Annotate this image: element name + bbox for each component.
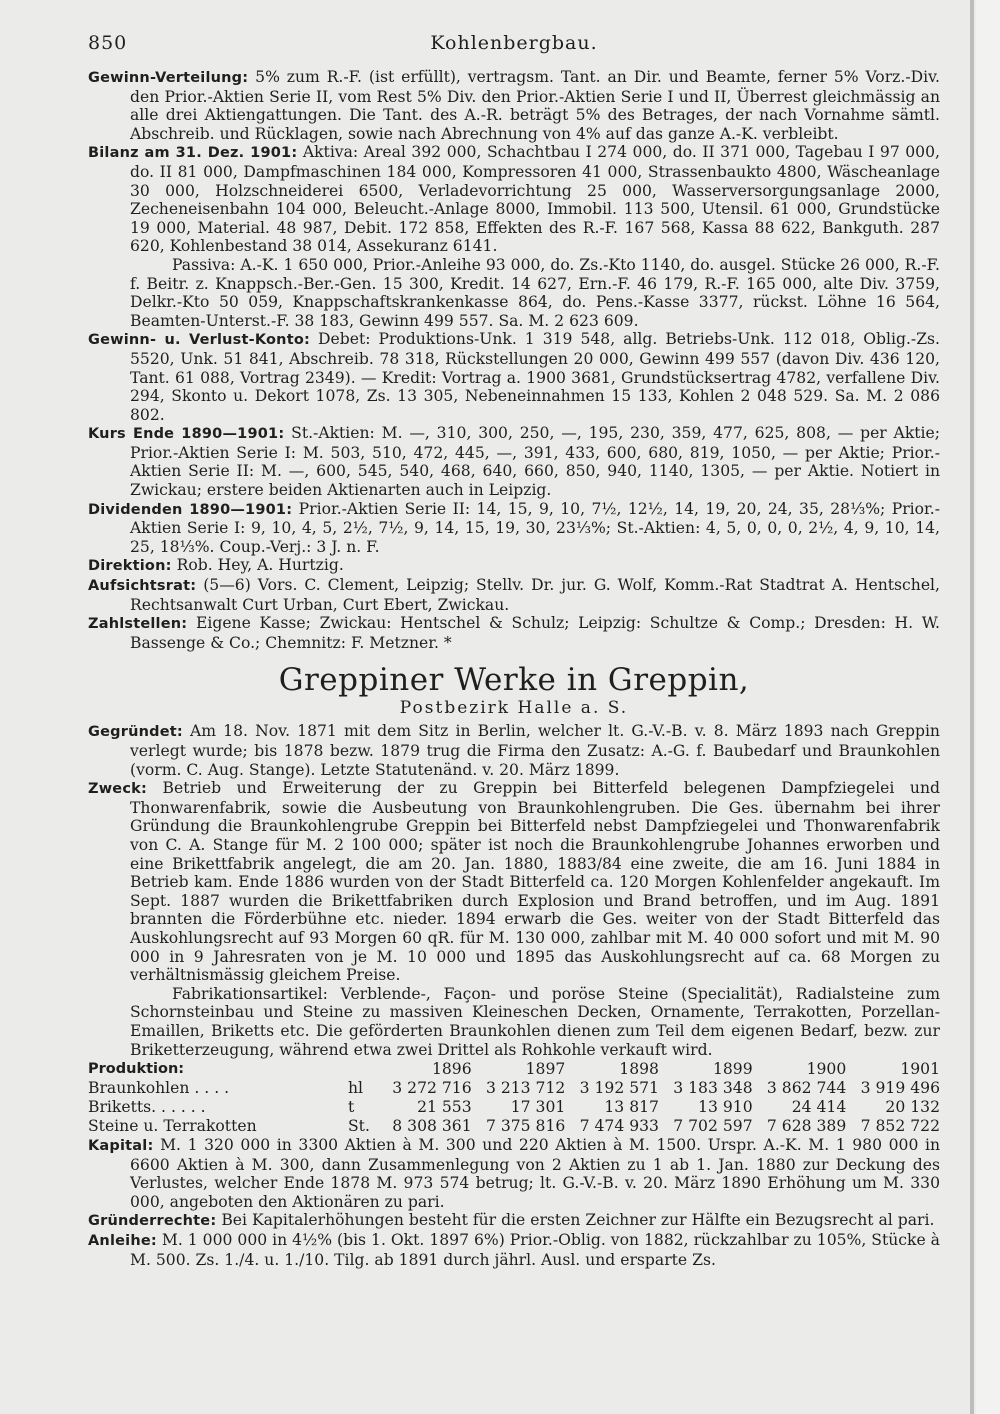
table-cell: 3 272 716 [392,1079,472,1098]
page-edge-line [970,0,974,1414]
table-cell: 7 474 933 [579,1117,659,1136]
table-cell [348,1059,378,1079]
entry-label: Kapital: [88,1138,154,1155]
entry-gewinn-verteilung [88,68,940,143]
table-cell: 13 910 [698,1098,753,1117]
table-cell: 24 414 [791,1098,847,1117]
year-header: 1896 [431,1059,472,1078]
entry-zweck [88,779,940,985]
entry-text: Prior.-Aktien Serie II: 14, 15, 9, 10, 7½, 12½, 14, 19, 20, 24, 35, 28⅓%; Prior.-Aktien Serie I: 9, 10, 4, 5, 2½, 7½, 9, 14, 15, 19, 30, 23⅓%; St.-Aktien: 4, 5, 0, 0, 0, 2½, 4, 9, 10, 14, 25, 18⅓%. Coup.-Verj.: 3 J. n. F. [130,499,940,556]
entry-text: Betrieb und Erweiterung der zu Greppin bei Bitterfeld belegenen Dampfziegelei und Thonwarenfabrik, sowie die Ausbeutung von Braunkohlengruben. Die Ges. übernahm bei ihrer Gründung die Braunkohlengrube Greppin bei Bitterfeld nebst Dampfziegelei und Thonwarenfabrik von C. A. Stange für M. 2 100 000; später ist noch die Braunkohlengrube Johannes erworben und eine Brikettfabrik angelegt, die am 20. Jan. 1880, 1883/84 eine zweite, die am 16. Juni 1884 in Betrieb kam. Ende 1886 wurden von der Stadt Bitterfeld ca. 120 Morgen Kohlenfelder angekauft. Im Sept. 1887 wurden die Brikettfabriken durch Explosion und Brand betroffen, und im Aug. 1891 brannten die Förderbühne etc. nieder. 1894 erwarb die Ges. weiter von der Stadt Bitterfeld das Auskohlungsrecht auf 93 Morgen 60 qR. für M. 130 000, zahlbar mit M. 40 000 sofort und mit M. 90 000 in 9 Jahresraten von je M. 10 000 und 1895 das Auskohlungsrecht auf ca. 68 Morgen zu verhältnismässig gleichem Preise. [130,779,940,985]
entry-text: (5—6) Vors. C. Clement, Leipzig; Stellv. Dr. jur. G. Wolf, Komm.-Rat Stadtrat A. Hentschel, Rechtsanwalt Curt Urban, Curt Ebert, Zwickau. [130,576,940,614]
entry-label: Zahlstellen: [88,616,188,633]
entry-text: M. 1 000 000 in 4½% (bis 1. Okt. 1897 6%) Prior.-Oblig. von 1882, rückzahlbar zu 105%, Stücke à M. 500. Zs. 1./4. u. 1./10. Tilg. ab 1891 durch jährl. Ausl. und ersparte Zs. [130,1231,940,1269]
page-content [88,68,940,1269]
row-unit: St. [348,1117,370,1136]
entry-gruenderrechte [88,1211,940,1231]
table-row [88,1059,940,1079]
entry-dividenden [88,500,940,557]
bilanz-passiva: Passiva: A.-K. 1 650 000, Prior.-Anleihe 93 000, do. Zs.-Kto 1140, do. ausgel. Stücke 26 000, R.-F. f. Beitr. z. Knappsch.-Ber.-Gen. 15 300, Kredit. 14 627, Ern.-F. 46 179, R.-F. 165 000, alte Div. 3759, Delkr.-Kto 50 059, Knappschaftskrankenkasse 864, do. Pens.-Kasse 3377, rückst. Löhne 16 564, Beamten-Unterst.-F. 38 183, Gewinn 499 557. Sa. M. 2 623 609. [130,255,940,330]
table-cell: 7 852 722 [860,1117,940,1136]
running-title: Kohlenbergbau. [430,32,598,54]
entry-label: Gründerrechte: [88,1213,217,1230]
table-cell: 3 183 348 [673,1079,753,1098]
table-cell: 3 213 712 [485,1079,566,1098]
table-cell: 8 308 361 [392,1117,472,1136]
entry-label: Zweck: [88,781,147,798]
table-cell: 17 301 [510,1098,566,1117]
table-cell: 7 702 597 [673,1117,753,1136]
bilanz-aktiva: Aktiva: Areal 392 000, Schachtbau I 274 000, do. II 371 000, Tagebau I 97 000, do. II 81 000, Dampfmaschinen 184 000, Kompressoren 41 000, Strassenbaukto 4800, Wäscheanlage 30 000, Holzschneiderei 6500, Verladevorrichtung 25 000, Wasserversorgungsanlage 2000, Zecheneisenbahn 104 000, Beleucht.-Anlage 8000, Immobil. 113 500, Utensil. 61 000, Grundstücke 19 000, Material. 48 987, Debit. 172 858, Effekten des R.-F. 167 568, Kassa 88 622, Bankguth. 287 620, Kohlenbestand 38 014, Assekuranz 6141. [130,143,940,256]
table-cell: 20 132 [885,1098,940,1117]
entry-direktion [88,556,940,576]
row-name: Braunkohlen . . . . [88,1079,230,1098]
table-cell: 13 817 [604,1098,659,1117]
entry-aufsichtsrat [88,576,940,614]
entry-kurs [88,424,940,499]
row-name: Steine u. Terrakotten [88,1117,257,1136]
entry-text: Am 18. Nov. 1871 mit dem Sitz in Berlin, welcher lt. G.-V.-B. v. 8. März 1893 nach Greppin verlegt wurde; bis 1878 bezw. 1879 trug die Firma den Zusatz: A.-G. f. Baubedarf und Braunkohlen (vorm. C. Aug. Stange). Letzte Statutenänd. v. 20. März 1899. [130,722,940,779]
page-number: 850 [88,32,128,54]
entry-text: Fabrikationsartikel: Verblende-, Façon- und poröse Steine (Specialität), Radialsteine zum Schornsteinbau und Steine zu massiven Kleineschen Decken, Ornamente, Terrakotten, Porzellan-Emaillen, Briketts etc. Die geförderten Braunkohlen dienen zum Teil dem eigenen Bedarf, bezw. zur Briketterzeugung, während etwa zwei Drittel als Rohkohle verkauft wird. [130,984,940,1059]
entry-text: Eigene Kasse; Zwickau: Hentschel & Schulz; Leipzig: Schultze & Comp.; Dresden: H. W. Bassenge & Co.; Chemnitz: F. Metzner. * [130,614,940,652]
table-cell: 21 553 [417,1098,472,1117]
entry-label: Gewinn-Verteilung: [88,70,249,86]
entry-label: Gewinn- u. Verlust-Konto: [88,332,310,349]
table-cell: 3 862 744 [766,1079,847,1098]
entry-anleihe [88,1231,940,1269]
entry-kapital [88,1136,940,1211]
table-cell: 7 375 816 [485,1117,566,1136]
entry-fabrikation [88,985,940,1059]
year-header: 1898 [619,1059,659,1078]
row-name: Briketts. . . . . . [88,1098,206,1117]
row-unit: t [348,1098,355,1117]
entry-label: Kurs Ende 1890—1901: [88,426,285,443]
company-title: Greppiner Werke in Greppin, [278,662,750,699]
produktion-table [88,1059,940,1136]
table-cell: 3 192 571 [579,1079,659,1098]
entry-label: Dividenden 1890—1901: [88,501,293,518]
year-header: 1900 [806,1059,847,1078]
entry-label: Direktion: [88,558,172,575]
entry-label: Bilanz am 31. Dez. 1901: [88,145,298,162]
entry-text: M. 1 320 000 in 3300 Aktien à M. 300 und 220 Aktien à M. 1500. Urspr. A.-K. M. 1 980 000 in 6600 Aktien à M. 300, dann Zusammenlegung von 2 Aktien zu 1 ab 1. Jan. 1880 zur Deckung des Verlustes, welcher Ende 1878 M. 973 574 betrug; lt. G.-V.-B. v. 20. März 1890 Erhöhung um M. 330 000, angeboten den Aktionären zu pari. [130,1136,940,1211]
entry-gegruendet [88,722,940,779]
year-header: 1897 [525,1059,566,1078]
entry-text: Rob. Hey, A. Hurtzig. [176,556,344,575]
entry-text: 5% zum R.-F. (ist erfüllt), vertragsm. Tant. an Dir. und Beamte, ferner 5% Vorz.-Div. den Prior.-Aktien Serie II, vom Rest 5% Div. den Prior.-Aktien Serie I und II, Überrest gleichmässig an alle drei Aktiengattungen. Die Tant. des A.-R. beträgt 5% des Betrages, der nach Vornahme sämtl. Abschreib. und Rücklagen, sowie nach Abrechnung von 4% auf das ganze A.-K. verbleibt. [130,68,940,143]
table-row [88,1098,940,1117]
row-unit: hl [348,1079,364,1098]
page-header [88,32,940,60]
entry-text: Debet: Produktions-Unk. 1 319 548, allg. Betriebs-Unk. 112 018, Oblig.-Zs. 5520, Unk. 51 841, Abschreib. 78 318, Rückstellungen 20 000, Gewinn 499 557 (davon Div. 436 120, Tant. 61 088, Vortrag 2349). — Kredit: Vortrag a. 1900 3681, Grundstücksertrag 4782, verfallene Div. 294, Skonto u. Dekort 1078, Zs. 13 305, Nebeneinnahmen 15 133, Kohlen 2 048 529. Sa. M. 2 086 802. [130,330,940,424]
table-row [88,1117,940,1136]
table-cell [88,1059,348,1079]
entry-gewinn-verlust [88,330,940,424]
produktion-label: Produktion: [88,1061,185,1078]
table-cell: 3 919 496 [860,1079,940,1098]
entry-bilanz [88,143,940,256]
year-header: 1899 [712,1059,753,1078]
entry-zahlstellen [88,614,940,652]
table-cell: 7 628 389 [766,1117,847,1136]
entry-text: St.-Aktien: M. —, 310, 300, 250, —, 195, 230, 359, 477, 625, 808, — per Aktie; Prior.-Aktien Serie I: M. 503, 510, 472, 445, —, 391, 433, 600, 680, 819, 1050, — per Aktie; Prior.-Aktien Serie II: M. —, 600, 545, 540, 468, 640, 660, 850, 940, 1140, 1305, — per Aktie. Notiert in Zwickau; erstere beiden Aktienarten auch in Leipzig. [130,424,941,500]
page-margin-right [976,0,1000,1414]
table-row [88,1079,940,1098]
entry-label: Anleihe: [88,1233,157,1250]
entry-bilanz-passiva [88,256,940,330]
company-subtitle: Postbezirk Halle a. S. [399,698,629,719]
year-header: 1901 [900,1059,940,1078]
entry-label: Aufsichtsrat: [88,578,197,595]
entry-text: Bei Kapitalerhöhungen besteht für die ersten Zeichner zur Hälfte ein Bezugsrecht al pari. [221,1211,935,1230]
entry-label: Gegründet: [88,724,183,741]
